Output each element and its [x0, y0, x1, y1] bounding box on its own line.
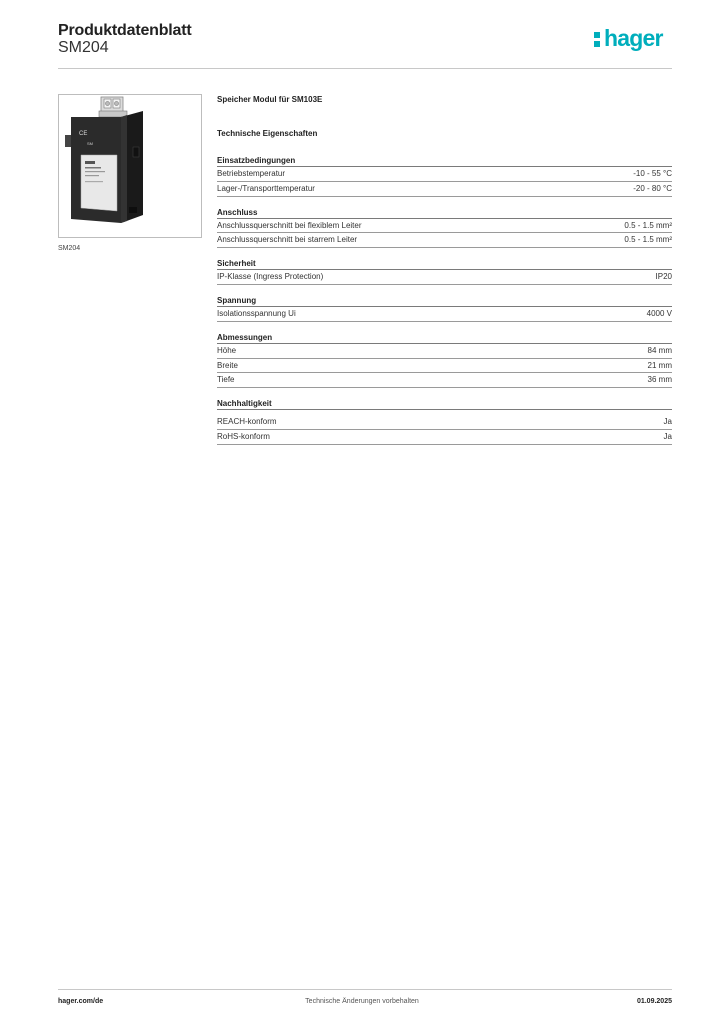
spec-label: Betriebstemperatur [217, 169, 286, 178]
spec-value: -10 - 55 °C [633, 169, 672, 178]
logo-colon-icon [594, 24, 602, 48]
spec-label: RoHS-konform [217, 431, 270, 441]
spec-row [217, 430, 672, 445]
product-image [58, 94, 202, 238]
spec-row [217, 359, 672, 374]
svg-text:SM: SM [87, 141, 93, 146]
spec-row [217, 270, 672, 285]
spec-row [217, 233, 672, 248]
hager-logo [594, 24, 663, 56]
footer-notice: Technische Änderungen vorbehalten [305, 998, 419, 1005]
spec-value: 0.5 - 1.5 mm² [624, 235, 672, 245]
spec-row [217, 307, 672, 322]
spec-label: Lager-/Transporttemperatur [217, 183, 315, 193]
section-title: Spannung [217, 295, 672, 307]
spec-row [217, 167, 672, 182]
footer-date: 01.09.2025 [636, 998, 672, 1005]
section-anschluss [217, 207, 672, 249]
section-title: Anschluss [217, 207, 672, 219]
spec-label: IP-Klasse (Ingress Protection) [217, 272, 324, 282]
logo-text: hager [604, 25, 663, 51]
section-title: Abmessungen [217, 332, 672, 344]
spec-label: Anschlussquerschnitt bei flexiblem Leiter [217, 220, 362, 230]
section-title: Nachhaltigkeit [217, 398, 672, 410]
section-abmessungen [217, 332, 672, 388]
header-divider [58, 68, 672, 69]
section-title: Einsatzbedingungen [217, 155, 672, 167]
memory-module-illustration [59, 95, 201, 237]
spec-row [217, 344, 672, 359]
image-caption: SM204 [58, 245, 81, 252]
spec-label: Tiefe [217, 375, 235, 385]
spec-row [217, 415, 672, 430]
page-title: Produktdatenblatt [58, 22, 192, 39]
spec-content [217, 95, 672, 455]
spec-row [217, 373, 672, 388]
section-sicherheit [217, 258, 672, 285]
spec-value: 21 mm [647, 360, 672, 370]
spec-row [217, 219, 672, 234]
spec-value: 84 mm [647, 345, 672, 355]
spec-row [217, 182, 672, 197]
section-einsatzbedingungen [217, 155, 672, 197]
spec-value: 36 mm [647, 375, 672, 385]
spec-label: Breite [217, 360, 238, 370]
section-spannung [217, 295, 672, 322]
section-nachhaltigkeit [217, 398, 672, 445]
spec-label: REACH-konform [217, 417, 277, 427]
spec-value: 4000 V [646, 308, 672, 318]
spec-label: Isolationsspannung Ui [217, 308, 296, 318]
tech-properties-title: Technische Eigenschaften [217, 129, 318, 138]
product-code: SM204 [58, 39, 109, 56]
product-name: Speicher Modul für SM103E [217, 95, 323, 104]
spec-label: Höhe [217, 345, 237, 355]
footer-divider [58, 989, 672, 990]
spec-value: IP20 [655, 272, 672, 282]
footer-website-link[interactable]: hager.com/de [58, 998, 104, 1005]
spec-value: Ja [663, 431, 672, 441]
spec-value: 0.5 - 1.5 mm² [624, 220, 672, 230]
spec-value: Ja [663, 417, 672, 427]
svg-text:CE: CE [79, 131, 88, 137]
section-title: Sicherheit [217, 258, 672, 270]
spec-label: Anschlussquerschnitt bei starrem Leiter [217, 235, 358, 245]
spec-value: -20 - 80 °C [633, 183, 672, 193]
